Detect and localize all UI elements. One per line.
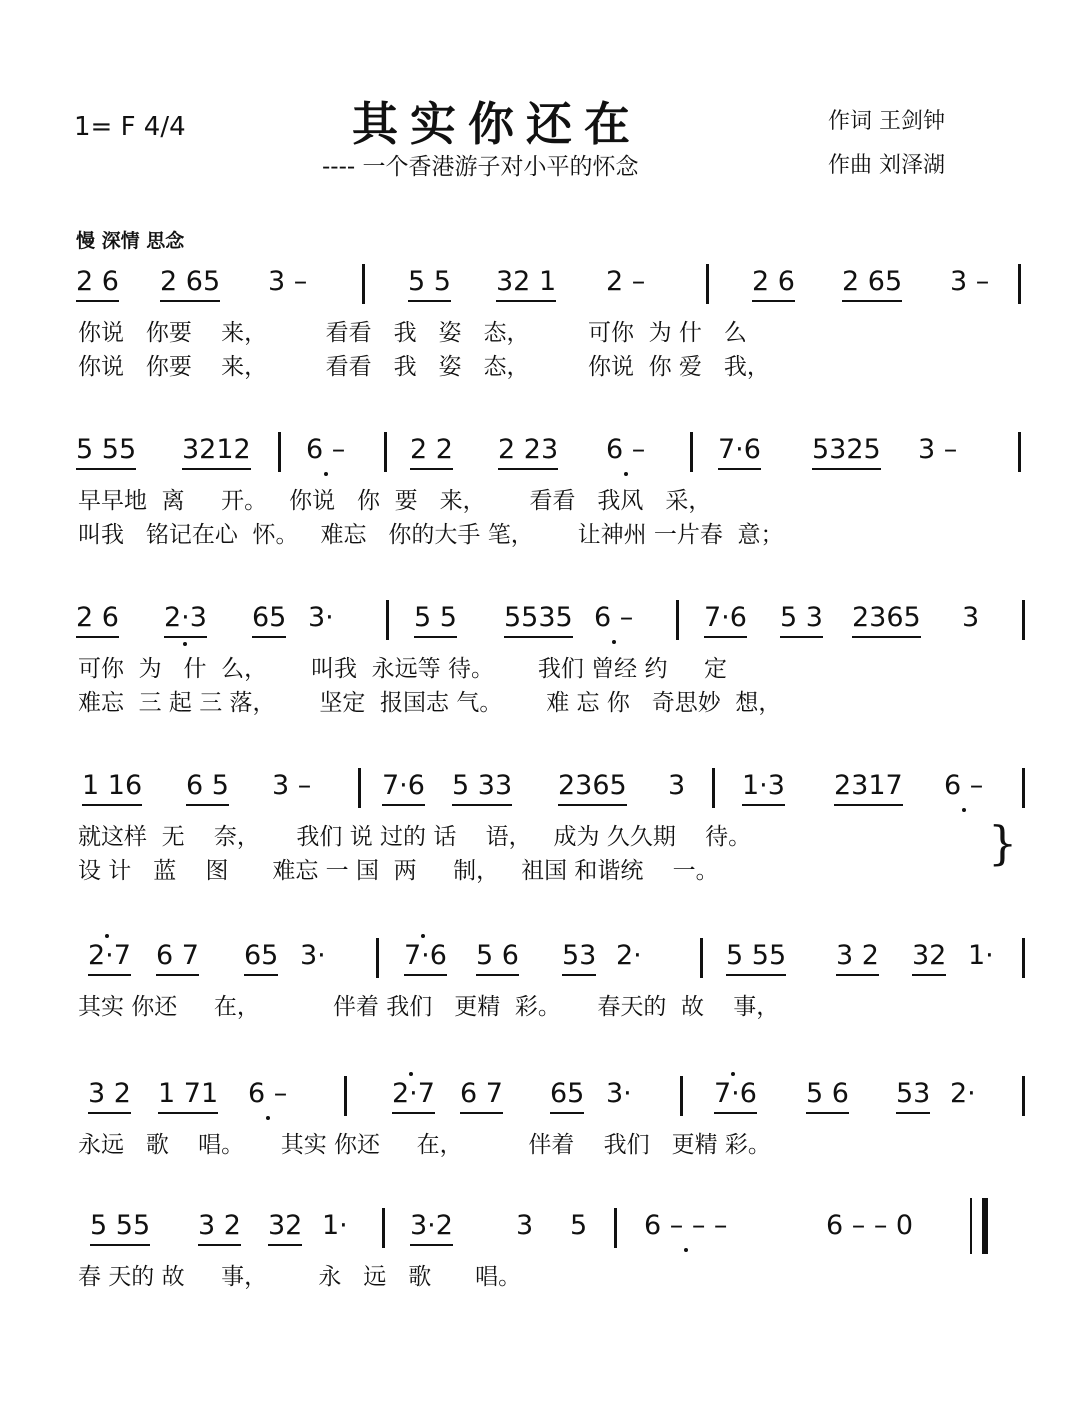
- note-group: 2·: [616, 940, 642, 971]
- note-group: 3·: [308, 602, 334, 633]
- lyrics-verse-1: 就这样 无 奈， 我们 说 过的 话 语， 成为 久久期 待。: [78, 824, 752, 850]
- note-group: 1·: [968, 940, 994, 971]
- song-title: 其实你还在: [352, 97, 642, 151]
- barline: [1022, 938, 1025, 978]
- note-group: 2317: [834, 770, 903, 806]
- note-group: 2·3: [164, 602, 207, 638]
- lyrics-verse-1: 你说 你要 来， 看看 我 姿 态， 可你 为 什 么: [78, 320, 747, 346]
- key-signature: 1= F 4/4: [74, 112, 186, 142]
- note-group: 6 5: [186, 770, 229, 806]
- note-group: 2·7: [392, 1078, 435, 1114]
- lyrics-verse-1: 春 天的 故 事， 永 远 歌 唱。: [78, 1264, 522, 1290]
- note-group: 3 –: [272, 770, 312, 801]
- note-group: 2 23: [498, 434, 558, 470]
- note-group: 65: [244, 940, 278, 976]
- barline: [1022, 768, 1025, 808]
- note-group: 5 6: [476, 940, 519, 976]
- lyrics-verse-2: 你说 你要 来， 看看 我 姿 态， 你说 你 爱 我，: [78, 354, 770, 380]
- note-group: 2 65: [160, 266, 220, 302]
- note-group: 3 2: [88, 1078, 131, 1114]
- note-group: 5: [570, 1210, 588, 1241]
- barline: [1022, 600, 1025, 640]
- note-group: 6 –: [944, 770, 984, 801]
- note-group: 7·6: [714, 1078, 757, 1114]
- lyrics-verse-1: 其实 你还 在， 伴着 我们 更精 彩。 春天的 故 事，: [78, 994, 780, 1020]
- barline: [706, 264, 709, 304]
- note-group: 7·6: [704, 602, 747, 638]
- barline: [1018, 432, 1021, 472]
- note-group: 3 2: [836, 940, 879, 976]
- barline: [358, 768, 361, 808]
- note-group: 2·7: [88, 940, 131, 976]
- note-group: 2 6: [752, 266, 795, 302]
- note-group: 5 5: [414, 602, 457, 638]
- note-group: 6 – – 0: [826, 1210, 914, 1241]
- note-group: 3: [668, 770, 686, 801]
- note-group: 3 2: [198, 1210, 241, 1246]
- note-group: 3: [516, 1210, 534, 1241]
- note-group: 2 6: [76, 602, 119, 638]
- note-group: 3 –: [950, 266, 990, 297]
- barline: [1022, 1076, 1025, 1116]
- note-group: 3 –: [268, 266, 308, 297]
- note-group: 7·6: [718, 434, 761, 470]
- note-group: 1·: [322, 1210, 348, 1241]
- repeat-brace: }: [988, 816, 1018, 870]
- note-group: 3·2: [410, 1210, 453, 1246]
- note-group: 53: [896, 1078, 930, 1114]
- note-group: 6 –: [248, 1078, 288, 1109]
- note-group: 2 2: [410, 434, 453, 470]
- note-group: 6 – – –: [644, 1210, 728, 1241]
- note-group: 5 55: [76, 434, 136, 470]
- song-subtitle: ---- 一个香港游子对小平的怀念: [322, 154, 639, 180]
- note-group: 5 6: [806, 1078, 849, 1114]
- barline: [614, 1208, 617, 1248]
- note-group: 32: [268, 1210, 302, 1246]
- note-group: 2 6: [76, 266, 119, 302]
- note-group: 5 5: [408, 266, 451, 302]
- barline: [386, 600, 389, 640]
- note-group: 2365: [558, 770, 627, 806]
- note-group: 2 65: [842, 266, 902, 302]
- lyrics-verse-2: 难忘 三 起 三 落， 坚定 报国志 气。 难 忘 你 奇思妙 想，: [78, 690, 782, 716]
- barline: [376, 938, 379, 978]
- lyricist-credit: 作词 王剑钟: [828, 109, 945, 134]
- note-group: 5 3: [780, 602, 823, 638]
- lyrics-verse-1: 永远 歌 唱。 其实 你还 在， 伴着 我们 更精 彩。: [78, 1132, 771, 1158]
- note-group: 5535: [504, 602, 573, 638]
- lyrics-verse-2: 叫我 铭记在心 怀。 难忘 你的大手 笔， 让神州 一片春 意；: [78, 522, 784, 548]
- tempo-marking: 慢 深情 思念: [76, 230, 185, 252]
- barline: [712, 768, 715, 808]
- final-barline: [970, 1198, 988, 1254]
- barline: [690, 432, 693, 472]
- note-group: 1·3: [742, 770, 785, 806]
- note-group: 6 7: [156, 940, 199, 976]
- barline: [384, 432, 387, 472]
- barline: [344, 1076, 347, 1116]
- note-group: 3·: [300, 940, 326, 971]
- note-group: 65: [550, 1078, 584, 1114]
- note-group: 2 –: [606, 266, 646, 297]
- note-group: 5 33: [452, 770, 512, 806]
- note-group: 6 7: [460, 1078, 503, 1114]
- barline: [676, 600, 679, 640]
- note-group: 5 55: [726, 940, 786, 976]
- note-group: 6 –: [594, 602, 634, 633]
- note-group: 3·: [606, 1078, 632, 1109]
- lyrics-verse-2: 设 计 蓝 图 难忘 一 国 两 制， 祖国 和谐统 一。: [78, 858, 719, 884]
- note-group: 53: [562, 940, 596, 976]
- note-group: 3 –: [918, 434, 958, 465]
- note-group: 1 16: [82, 770, 142, 806]
- note-group: 65: [252, 602, 286, 638]
- note-group: 2365: [852, 602, 921, 638]
- note-group: 7·6: [404, 940, 447, 976]
- lyrics-verse-1: 早早地 离 开。 你说 你 要 来， 看看 我风 采，: [78, 488, 712, 514]
- note-group: 2·: [950, 1078, 976, 1109]
- note-group: 32 1: [496, 266, 556, 302]
- note-group: 1 71: [158, 1078, 218, 1114]
- note-group: 7·6: [382, 770, 425, 806]
- note-group: 3: [962, 602, 980, 633]
- note-group: 32: [912, 940, 946, 976]
- lyrics-verse-1: 可你 为 什 么， 叫我 永远等 待。 我们 曾经 约 定: [78, 656, 728, 682]
- barline: [700, 938, 703, 978]
- composer-credit: 作曲 刘泽湖: [828, 153, 945, 178]
- note-group: 5 55: [90, 1210, 150, 1246]
- barline: [1018, 264, 1021, 304]
- note-group: 3212: [182, 434, 251, 470]
- note-group: 5325: [812, 434, 881, 470]
- note-group: 6 –: [306, 434, 346, 465]
- note-group: 6 –: [606, 434, 646, 465]
- barline: [382, 1208, 385, 1248]
- barline: [362, 264, 365, 304]
- barline: [278, 432, 281, 472]
- barline: [680, 1076, 683, 1116]
